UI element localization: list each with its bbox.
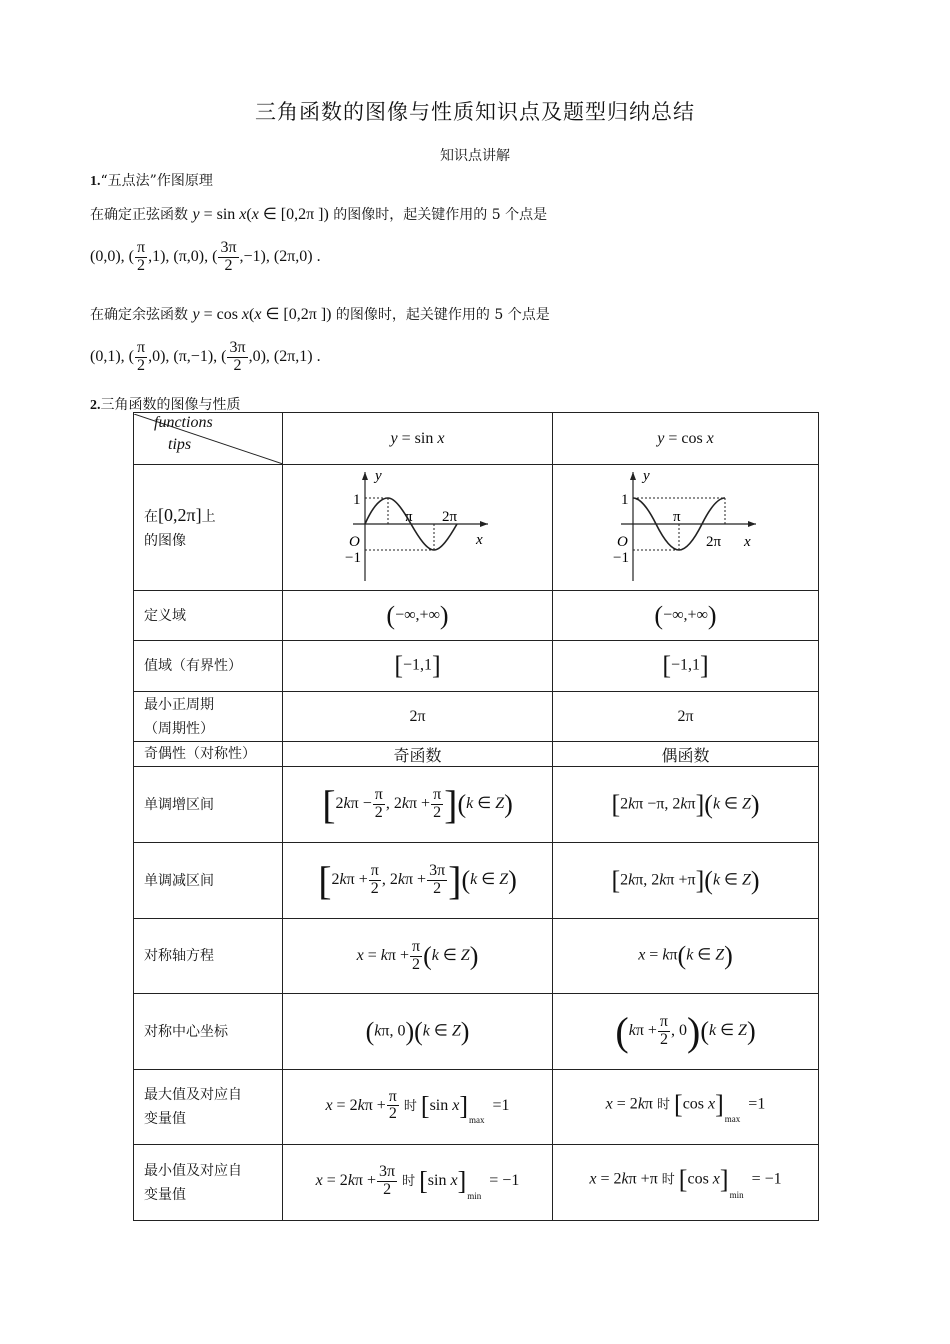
period-label-line1: 最小正周期 [144, 696, 214, 713]
section2-heading [90, 394, 241, 414]
sin-period: 2π [283, 692, 553, 742]
cos-function: y = cos x(x ∈ [0,2π ]) [192, 306, 332, 323]
parity-label: 奇偶性（对称性） [134, 742, 283, 767]
section1-title: “五点法”作图原理 [100, 173, 213, 189]
sin-max-sub: max [469, 1115, 485, 1126]
corner-tips: tips [168, 435, 192, 453]
sin-domain: (−∞,+∞) [283, 591, 553, 641]
section1-number: 1. [90, 174, 101, 189]
sin-graph-pi: π [404, 508, 413, 525]
cos-column-header: y = cos x [553, 413, 819, 465]
min-label [134, 1145, 283, 1221]
graph-row-label [134, 465, 283, 591]
sin-decrease-interval: [2kπ + $\frac{\pi}{2}$ , 2kπ + $\frac{3\pi}{2}$ ](k ∈ Z) [283, 843, 553, 919]
cos-max-when: 时 [657, 1097, 671, 1113]
sin-parity: 奇函数 [283, 742, 553, 767]
max-label-line2: 变量值 [144, 1111, 186, 1127]
cos-period: 2π [553, 692, 819, 742]
cos-graph-two-pi: 2π [705, 533, 721, 550]
cos-key-points: (0,1), ( $\frac{\pi}{2}$ ,0), (π,−1), ( $\frac{3\pi}{2}$ ,0), (2π,1) . [90, 339, 321, 374]
cos-decrease-interval: [2kπ, 2kπ +π](k ∈ Z) [553, 843, 819, 919]
period-label-line2: （周期性） [144, 720, 214, 737]
properties-table [133, 412, 819, 1221]
sin-intro [90, 204, 547, 224]
sin-intro-text-b: 的图像时，起关键作用的 5 个点是 [333, 207, 548, 223]
corner-cell [134, 413, 283, 465]
cos-max: x = 2kπ 时 [cos $x]_{max} =1$ [553, 1070, 819, 1145]
decrease-label: 单调减区间 [134, 843, 283, 919]
corner-functions: functions [154, 413, 213, 431]
sin-key-points: (0,0), ( $\frac{\pi}{2}$ ,1), (π,0), ( $\frac{3\pi}{2}$ ,−1), (2π,0) . [90, 239, 321, 274]
cos-graph-y-label: y [642, 467, 650, 484]
parity-row [134, 742, 819, 767]
section2-title: 三角函数的图像与性质 [100, 397, 241, 413]
graph-label-interval: [0,2π] [158, 504, 202, 525]
cos-min: x = 2kπ +π 时 [cos $x]_{min} = -1$ [553, 1145, 819, 1221]
cos-graph-x-label: x [743, 533, 751, 550]
cos-domain: (−∞,+∞) [553, 591, 819, 641]
range-label: 值域（有界性） [134, 641, 283, 692]
section1-heading [90, 170, 213, 190]
graph-label-b: 上 [201, 508, 216, 525]
sin-graph-one: 1 [352, 491, 360, 508]
cos-intro [90, 304, 550, 324]
cos-min-sub: min [729, 1189, 744, 1200]
axis-label: 对称轴方程 [134, 919, 283, 994]
period-row [134, 692, 819, 742]
sin-graph-x-label: x [475, 531, 483, 548]
graph-row [134, 465, 819, 591]
page-subtitle: 知识点讲解 [440, 148, 510, 164]
domain-row [134, 591, 819, 641]
sin-symmetry-center: (kπ, 0)(k ∈ Z) [283, 994, 553, 1070]
sin-max-when: 时 [403, 1098, 417, 1114]
sin-max: x = 2kπ + $\frac{\pi}{2}$ 时 [sin $x]_{max} =1$ [283, 1070, 553, 1145]
cos-graph-pi: π [672, 508, 681, 525]
min-label-line1: 最小值及对应自 [144, 1162, 242, 1179]
cos-graph-one: 1 [620, 491, 628, 508]
graph-label-c: 的图像 [144, 532, 186, 549]
cos-intro-text-b: 的图像时，起关键作用的 5 个点是 [335, 307, 550, 323]
header-row [134, 413, 819, 465]
sin-function: y = sin x(x ∈ [0,2π ]) [192, 206, 329, 223]
increase-label: 单调增区间 [134, 767, 283, 843]
range-row [134, 641, 819, 692]
sin-graph-origin: O [348, 533, 360, 550]
cos-range: [−1,1] [553, 641, 819, 692]
center-label: 对称中心坐标 [134, 994, 283, 1070]
sin-range: [−1,1] [283, 641, 553, 692]
sin-graph-y-label: y [374, 467, 382, 484]
cos-graph-origin: O [616, 533, 628, 550]
max-row [134, 1070, 819, 1145]
cos-graph-cell [553, 465, 819, 591]
cos-max-sub: max [724, 1114, 741, 1125]
sin-intro-text-a: 在确定正弦函数 [90, 207, 188, 223]
cos-graph-neg-one: −1 [612, 549, 629, 566]
sin-min-when: 时 [402, 1173, 416, 1189]
max-label-line1: 最大值及对应自 [144, 1087, 242, 1103]
domain-label: 定义域 [134, 591, 283, 641]
max-label [134, 1070, 283, 1145]
sin-increase-interval: [2kπ − $\frac{\pi}{2}$ , 2kπ + $\frac{\pi}{2}$ ](k ∈ Z) [283, 767, 553, 843]
cos-symmetry-axis: x = kπ(k ∈ Z) [553, 919, 819, 994]
min-label-line2: 变量值 [144, 1186, 186, 1203]
cos-increase-interval: [2kπ −π, 2kπ](k ∈ Z) [553, 767, 819, 843]
min-row [134, 1145, 819, 1221]
graph-label-a: 在 [144, 508, 158, 525]
cos-symmetry-center: (kπ + $\frac{\pi}{2}$ , 0)(k ∈ Z) [553, 994, 819, 1070]
sin-graph [333, 466, 503, 586]
cos-parity: 偶函数 [553, 742, 819, 767]
cos-intro-text-a: 在确定余弦函数 [90, 307, 188, 323]
sin-min-sub: min [467, 1190, 482, 1201]
page-title: 三角函数的图像与性质知识点及题型归纳总结 [255, 100, 695, 124]
sin-graph-cell [283, 465, 553, 591]
cos-min-when: 时 [661, 1172, 675, 1188]
sin-column-header: y = sin x [283, 413, 553, 465]
sin-graph-two-pi: 2π [441, 508, 457, 525]
center-row [134, 994, 819, 1070]
decrease-row [134, 843, 819, 919]
increase-row [134, 767, 819, 843]
cos-graph [601, 466, 771, 586]
sin-symmetry-axis: x = kπ + $\frac{\pi}{2}$ (k ∈ Z) [283, 919, 553, 994]
section2-number: 2. [90, 398, 101, 413]
sin-min: x = 2kπ + $\frac{3\pi}{2}$ 时 [sin $x]_{min} = -1$ [283, 1145, 553, 1221]
period-label [134, 692, 283, 742]
sin-graph-neg-one: −1 [344, 549, 361, 566]
axis-row [134, 919, 819, 994]
